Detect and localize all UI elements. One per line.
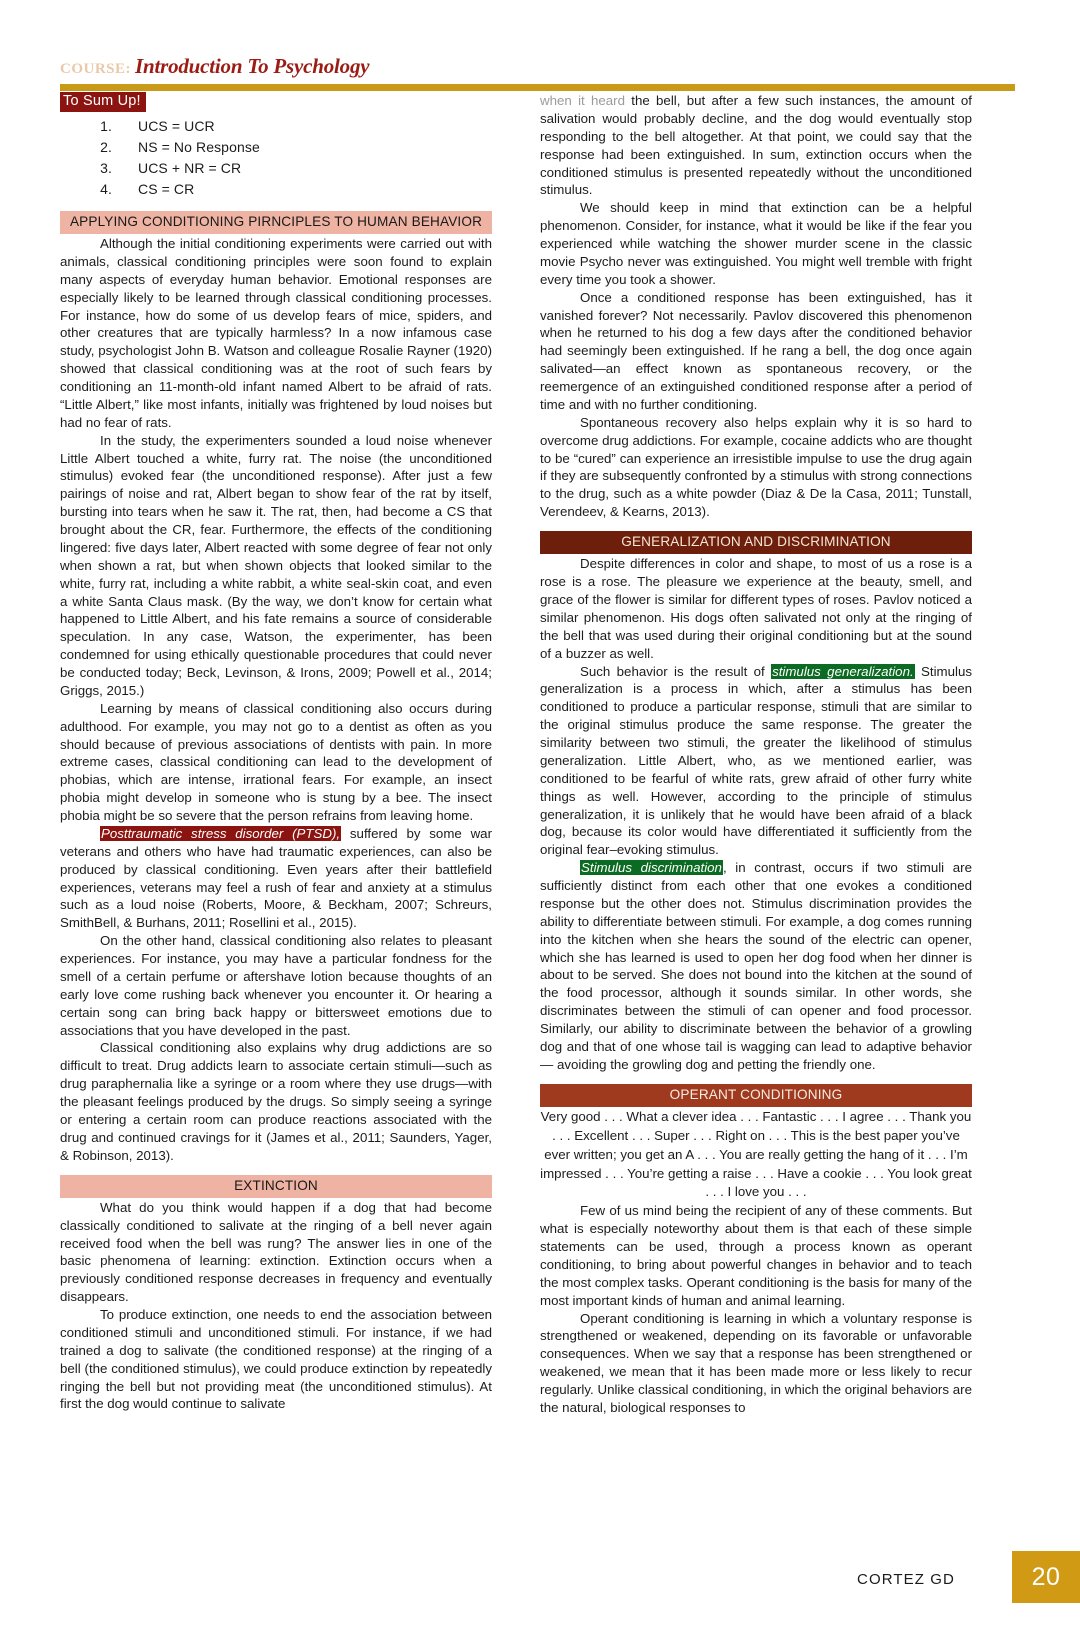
list-item: 3. UCS + NR = CR — [116, 158, 492, 179]
paragraph-extinction-helpful: We should keep in mind that extinction can be a helpful phenomenon. Consider, for instance, what it would be like if the fear you experienced while watching the shower murder scene in the classic movie Psycho never was extinguished. You might well tremble with fright every time you took a shower. — [540, 200, 972, 287]
footer-author: CORTEZ GD — [857, 1571, 955, 1588]
paragraph-stimulus-discrimination — [540, 859, 972, 1074]
paragraph-applying-1: Although the initial conditioning experiments were carried out with animals, classical conditioning principles were soon found to explain many aspects of everyday human behavior. Emotional responses are especially likely to be learned through classical conditioning processes. For instance, how do some of us develop fears of mice, spiders, and other creatures that are typically harmless? In a now infamous case study, psychologist John B. Watson and colleague Rosalie Rayner (1920) showed that classical conditioning was at the root of such fears by conditioning an 11-month-old infant named Albert to be afraid of rats. “Little Albert,” like most infants, initially was frightened by loud noises but had no fear of rats. — [60, 236, 492, 430]
section-heading-applying-conditioning: APPLYING CONDITIONING PIRNCIPLES TO HUMAN BEHAVIOR — [60, 211, 492, 234]
faded-carryover-text: when it heard — [540, 93, 625, 108]
to-sum-up-title: To Sum Up! — [60, 92, 146, 112]
page-header — [60, 54, 1020, 88]
paragraph-drug-addiction: Spontaneous recovery also helps explain why it is so hard to overcome drug addictions. For example, cocaine addicts who are thought to be “cured” can experience an irresistible impulse to use the drug again if they are subsequently confronted by a stimulus with strong connections to the drug, such as a white powder (Diaz & De la Casa, 2011; Tunstall, Verendeev, & Kearns, 2013). — [540, 414, 972, 520]
section-heading-generalization-discrimination: GENERALIZATION AND DISCRIMINATION — [540, 531, 972, 554]
paragraph-applying-6: Classical conditioning also explains why drug addictions are so difficult to treat. Drug addicts learn to associate certain stimuli—such as drug paraphernalia like a syringe or a room where they use drugs—with the pleasant feelings produced by the drugs. So simply seeing a syringe or entering a certain room can produce reactions associated with the drug and continued cravings for it (James et al., 2011; Saunders, Yager, & Robinson, 2013). — [60, 1040, 492, 1163]
paragraph-operant-1: Few of us mind being the recipient of any of these comments. But what is especially noteworthy about them is that each of these simple statements can be used, through a process known as operant conditioning, to bring about powerful changes in behavior and to teach the most complex tasks. Operant conditioning is the basis for many of the most important kinds of human and animal learning. — [540, 1203, 972, 1308]
stimulus-generalization-rest: Stimulus generalization is a process in which, after a stimulus has been conditioned to produce a particular response, stimuli that are similar to the original stimulus produce the same response. The greater the similarity between two stimuli, the greater the likelihood of stimulus generalization. Little Albert, who, as we mentioned earlier, was conditioned to be fearful of white rats, grew afraid of other furry white things as well. However, according to the principle of stimulus generalization, it is unlikely that he would have been afraid of a black dog, because its color would have differentiated it sufficiently from the original fear–evoking stimulus. — [540, 663, 973, 858]
list-item: 4. CS = CR — [116, 179, 492, 200]
paragraph-extinction-1: What do you think would happen if a dog that had become classically conditioned to salivate at the ringing of a bell never again received food when the bell was rung? The answer lies in one of the basic phenomena of learning: extinction. Extinction occurs when a previously conditioned response decreases in frequency and eventually disappears. — [60, 1199, 492, 1305]
paragraph-applying-3: Learning by means of classical conditioning also occurs during adulthood. For example, you may not go to a dentist as often as you should because of previous associations of dentists with pain. In more extreme cases, classical conditioning can lead to the development of phobias, which are intense, irrational fears. For example, an insect phobia might develop in someone who is stung by a bee. The insect phobia might be so severe that the person refrains from leaving home. — [60, 700, 492, 824]
list-item: 1. UCS = UCR — [116, 116, 492, 137]
stimulus-discrimination-highlight: Stimulus discrimination — [581, 860, 722, 876]
paragraph-ptsd — [60, 825, 492, 932]
to-sum-up-block — [60, 92, 492, 201]
operant-praise-quote: Very good . . . What a clever idea . . . Fantastic . . . I agree . . . Thank you . . . Excellent . . . Super . . . Right on . . . This is the best paper you’ve ever written; you get an A . . . You are really getting the hang of it . . . I’m impressed . . . You’re getting a raise . . . Have a cookie . . . You look great . . . I love you . . . — [540, 1108, 972, 1200]
gold-divider-rule — [60, 84, 1015, 91]
right-column — [540, 92, 972, 1417]
stimulus-generalization-pre: Such behavior is the result of — [580, 663, 772, 679]
paragraph-stimulus-generalization — [540, 663, 972, 860]
ptsd-highlight: Posttraumatic stress disorder (PTSD), — [101, 825, 341, 841]
left-column — [60, 92, 492, 1413]
stimulus-generalization-highlight: stimulus generalization. — [772, 663, 914, 679]
paragraph-extinction-cont — [540, 92, 972, 199]
paragraph-extinction-cont-rest: the bell, but after a few such instances, the amount of salivation would probably decline, and the dog would eventually stop responding to the bell altogether. At that point, we could say that the response had been extinguished. In sum, extinction occurs when the conditioned stimulus is presented repeatedly without the unconditioned stimulus. — [540, 93, 972, 198]
to-sum-up-list — [60, 116, 492, 201]
course-title: Introduction To Psychology — [135, 54, 370, 78]
section-heading-operant-conditioning: OPERANT CONDITIONING — [540, 1084, 972, 1107]
paragraph-extinction-2: To produce extinction, one needs to end the association between conditioned stimuli and unconditioned stimuli. For instance, if we had trained a dog to salivate (the conditioned response) at the ringing of a bell (the conditioned stimulus), we could produce extinction by repeatedly ringing the bell but not providing meat (the unconditioned stimulus). At first the dog would continue to salivate — [60, 1307, 492, 1412]
paragraph-spontaneous-recovery: Once a conditioned response has been extinguished, has it vanished forever? Not necessarily. Pavlov discovered this phenomenon when he returned to his dog a few days after the conditioned behavior had seemingly been extinguished. If he rang a bell, the dog once again salivated—an effect known as spontaneous recovery, or the reemergence of an extinguished conditioned response after a period of time and with no further conditioning. — [540, 289, 972, 412]
paragraph-applying-2: In the study, the experimenters sounded a loud noise whenever Little Albert touched a white, furry rat. The noise (the unconditioned stimulus) evoked fear (the unconditioned response). After just a few pairings of noise and rat, Albert began to show fear of the rat by itself, bursting into tears when he saw it. The rat, then, had become a CS that brought about the CR, fear. Furthermore, the effects of the conditioning lingered: five days later, Albert reacted with some degree of fear not only when shown a rat, but when shown objects that looked similar to the white, furry rat, including a white rabbit, a white seal-skin coat, and even a white Santa Claus mask. (By the way, we don’t know for certain what happened to Little Albert, and his fate remains a source of considerable speculation. In any case, Watson, the experimenter, has been condemned for using ethically questionable procedures that could never be conducted today; Beck, Levinson, & Irons, 2009; Powell et al., 2014; Griggs, 2015.) — [60, 432, 492, 698]
section-heading-extinction: EXTINCTION — [60, 1175, 492, 1198]
paragraph-operant-2: Operant conditioning is learning in which a voluntary response is strengthened or weakened, depending on its favorable or unfavorable consequences. When we say that a response has been strengthened or weakened, we mean that it has been made more or less likely to recur regularly. Unlike classical conditioning, in which the original behaviors are the natural, biological responses to — [540, 1310, 972, 1415]
list-item: 2. NS = No Response — [116, 137, 492, 158]
ptsd-rest: suffered by some war veterans and others who have had traumatic experiences, can also be produced by classical conditioning. Even years after their battlefield experiences, veterans may feel a rush of fear and anxiety at a stimulus such as a loud noise (Roberts, Moore, & Beckham, 2007; Schreurs, SmithBell, & Burhans, 2011; Rosellini et al., 2015). — [60, 825, 492, 931]
stimulus-discrimination-rest: , in contrast, occurs if two stimuli are sufficiently distinct from each other that one evokes a conditioned response but the other does not. Stimulus discrimination provides the ability to differentiate between stimuli. For example, a dog comes running into the kitchen when she hears the sound of the electric can opener, which she has learned is used to open her dog food when her dinner is about to be served. She does not bound into the kitchen at the sound of the food processor, although it sounds similar. In other words, she discriminates between the stimuli of can opener and food processor. Similarly, our ability to discriminate between the behavior of a growling dog and that of one whose tail is wagging can lead to adaptive behavior— avoiding the growling dog and petting the friendly one. — [540, 860, 973, 1072]
page-number-badge: 20 — [1012, 1551, 1080, 1603]
paragraph-generalization-1: Despite differences in color and shape, to most of us a rose is a rose is a rose. The pleasure we experience at the beauty, smell, and grace of the flower is similar for different types of roses. Pavlov noticed a similar phenomenon. His dogs often salivated not only at the ringing of the bell that was used during their original conditioning but at the sound of a buzzer as well. — [540, 556, 972, 661]
paragraph-applying-5: On the other hand, classical conditioning also relates to pleasant experiences. For instance, you may have a particular fondness for the smell of a certain perfume or aftershave lotion because thoughts of an early love come rushing back whenever you encounter it. Or hearing a certain song can bring back happy or bittersweet emotions due to associations that you have developed in the past. — [60, 933, 492, 1038]
course-label: COURSE: — [60, 61, 132, 77]
